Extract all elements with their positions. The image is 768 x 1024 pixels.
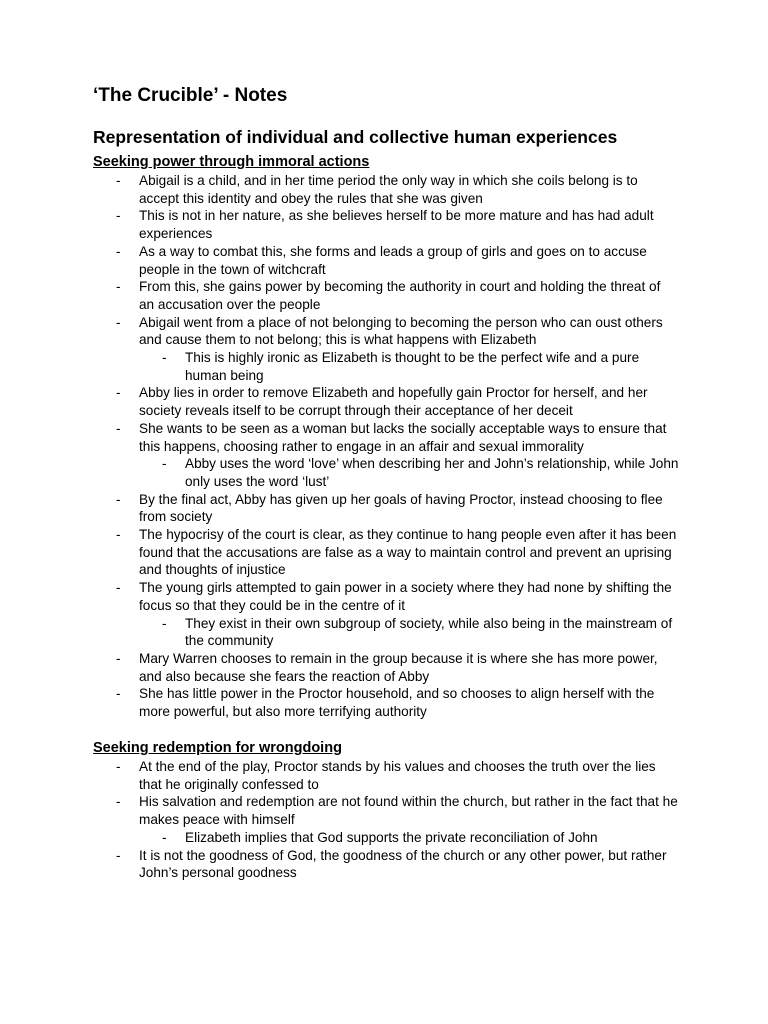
bullet-text: The young girls attempted to gain power in a society where they had none by shifting the focus so that they could be in the centre of it	[139, 580, 672, 613]
bullet-dash: -	[116, 173, 121, 188]
bullet-item	[0, 685, 768, 720]
bullet-item	[0, 491, 768, 526]
subheading-seeking-redemption: Seeking redemption for wrongdoing	[93, 740, 342, 756]
bullet-dash: -	[116, 580, 121, 596]
sub-bullet-item	[0, 615, 768, 650]
bullet-dash: -	[116, 279, 121, 295]
bullet-text: His salvation and redemption are not found within the church, but rather in the fact that he makes peace with himself	[139, 794, 678, 828]
bullet-item	[0, 650, 768, 685]
bullet-dash: -	[116, 794, 121, 810]
bullet-item	[0, 172, 768, 207]
bullet-text: This is not in her nature, as she believes herself to be more mature and has had adult experiences	[139, 208, 654, 242]
bullet-item	[0, 384, 768, 419]
bullet-dash: -	[116, 208, 121, 224]
bullet-dash: -	[162, 456, 167, 472]
bullet-item	[0, 420, 768, 455]
section-heading: Representation of individual and collective human experiences	[93, 127, 618, 147]
bullet-text: Abigail is a child, and in her time period the only way in which she coils belong is to accept this identity and obey the rules that she was given	[139, 173, 638, 206]
bullet-dash: -	[116, 420, 121, 436]
bullet-item	[0, 758, 768, 793]
document-title: ‘The Crucible’ - Notes	[93, 85, 288, 106]
bullet-text: She has little power in the Proctor household, and so chooses to align herself with the more powerful, but also more terrifying authority	[139, 686, 655, 720]
bullet-text: As a way to combat this, she forms and leads a group of girls and goes on to accuse people in the town of witchcraft	[139, 243, 647, 277]
bullet-text: Abigail went from a place of not belonging to becoming the person who can oust others and cause them to not belong; this is what happens with Elizabeth	[139, 314, 663, 348]
bullet-item	[0, 278, 768, 313]
bullet-dash: -	[116, 847, 121, 863]
bullet-text: They exist in their own subgroup of society, while also being in the mainstream of the community	[185, 615, 673, 649]
bullet-text: From this, she gains power by becoming the authority in court and holding the threat of an accusation over the people	[139, 279, 661, 312]
bullet-item	[0, 314, 768, 349]
bullet-item	[0, 207, 768, 242]
bullet-text: Elizabeth implies that God supports the private reconciliation of John	[185, 829, 598, 845]
bullet-dash: -	[116, 491, 121, 507]
bullet-dash: -	[116, 759, 121, 774]
bullet-item	[0, 847, 768, 882]
bullet-item	[0, 579, 768, 614]
bullet-dash: -	[116, 314, 121, 330]
bullet-dash: -	[116, 650, 121, 666]
sub-bullet-item	[0, 349, 768, 384]
bullet-text: The hypocrisy of the court is clear, as they continue to hang people even after it has been found that the accusations are false as a way to maintain control and prevent an uprising and thoughts of injustice	[139, 527, 677, 578]
bullet-text: This is highly ironic as Elizabeth is thought to be the perfect wife and a pure human being	[185, 350, 640, 383]
bullet-dash: -	[162, 350, 167, 366]
bullet-text: Abby lies in order to remove Elizabeth and hopefully gain Proctor for herself, and her society reveals itself to be corrupt through their acceptance of her deceit	[139, 385, 648, 419]
bullet-text: Mary Warren chooses to remain in the group because it is where she has more power, and also because she fears the reaction of Abby	[139, 650, 658, 684]
bullet-list-seeking-redemption	[0, 758, 768, 882]
bullet-dash: -	[162, 829, 167, 845]
bullet-item	[0, 243, 768, 278]
bullet-dash: -	[116, 527, 121, 543]
bullet-text: Abby uses the word ‘love’ when describing her and John’s relationship, while John only uses the word ‘lust’	[185, 456, 679, 489]
bullet-dash: -	[116, 686, 121, 702]
bullet-text: By the final act, Abby has given up her goals of having Proctor, instead choosing to flee from society	[139, 491, 663, 525]
sub-bullet-item	[0, 829, 768, 847]
bullet-dash: -	[116, 243, 121, 259]
bullet-text: At the end of the play, Proctor stands by his values and chooses the truth over the lies that he originally confessed to	[139, 759, 656, 792]
bullet-dash: -	[162, 615, 167, 631]
bullet-item	[0, 526, 768, 579]
subheading-seeking-power: Seeking power through immoral actions	[93, 154, 370, 170]
bullet-list-seeking-power	[0, 172, 768, 721]
bullet-dash: -	[116, 385, 121, 401]
bullet-item	[0, 793, 768, 828]
bullet-text: It is not the goodness of God, the goodness of the church or any other power, but rather John’s personal goodness	[139, 847, 667, 881]
bullet-text: She wants to be seen as a woman but lacks the socially acceptable ways to ensure that this happens, choosing rather to engage in an affair and sexual immorality	[139, 420, 667, 454]
sub-bullet-item	[0, 455, 768, 490]
